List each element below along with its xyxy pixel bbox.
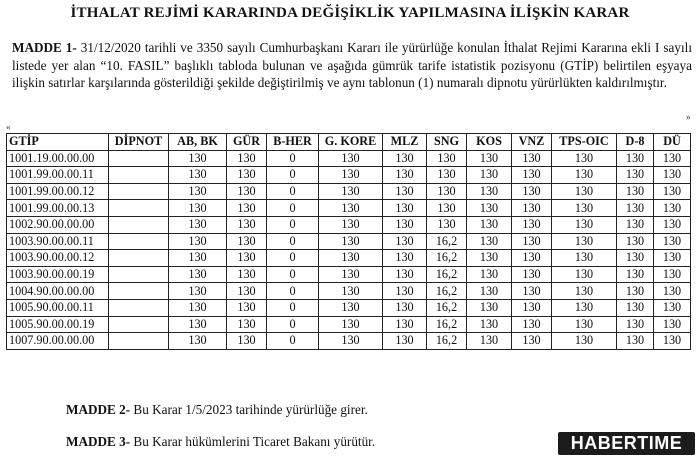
column-header: MLZ [383,134,427,151]
table-cell: 130 [654,299,691,316]
table-cell: 0 [267,299,319,316]
table-cell: 130 [552,200,617,217]
table-cell: 16,2 [427,266,467,283]
table-cell: 130 [512,233,552,250]
table-cell: 130 [319,250,383,267]
table-cell: 130 [617,283,654,300]
table-cell: 130 [552,266,617,283]
table-cell: 130 [227,167,267,184]
table-row [7,250,691,267]
table-cell: 0 [267,250,319,267]
table-cell: 130 [617,167,654,184]
table-cell: 130 [552,183,617,200]
table-cell: 130 [227,266,267,283]
table-cell: 130 [383,266,427,283]
table-row [7,200,691,217]
table-cell: 130 [552,233,617,250]
table-row [7,233,691,250]
table-cell: 130 [654,283,691,300]
table-cell: 130 [654,333,691,350]
table-cell: 130 [617,183,654,200]
table-header [7,134,691,151]
column-header: SNG [427,134,467,151]
table-cell: 130 [512,316,552,333]
table-cell: 130 [654,167,691,184]
table-cell: 130 [467,316,512,333]
table-cell: 130 [552,167,617,184]
table-cell: 130 [427,216,467,233]
table-cell: 130 [654,316,691,333]
table-cell: 130 [552,150,617,167]
table-cell: 130 [654,183,691,200]
table-cell: 130 [512,333,552,350]
table-cell [109,316,169,333]
table-cell: 0 [267,167,319,184]
habertime-logo [558,432,695,455]
table-cell: 130 [169,250,227,267]
table-cell: 0 [267,150,319,167]
table-cell: 130 [319,150,383,167]
gtip-code-cell: 1005.90.00.00.11 [7,299,109,316]
table-cell: 130 [427,183,467,200]
table-cell: 130 [512,299,552,316]
madde-1-text: 31/12/2020 tarihli ve 3350 sayılı Cumhurbaşkanı Kararı ile yürürlüğe konulan İthalat Rejimi Kararına ekli I sayılı listede yer alan “10. FASIL” başlıklı tabloda bulunan ve aşağıda gümrük tarife istatistik pozisyonu (GTİP) belirtilen eşyaya ilişkin satırlar karşılarında gösterildiği şekilde değiştirilmiş ve aynı tablonun (1) numaralı dipnotu yürürlükten kaldırılmıştır. [12,40,692,90]
table-cell: 130 [617,216,654,233]
table-cell: 130 [227,299,267,316]
table-cell: 130 [654,200,691,217]
table-row [7,150,691,167]
gtip-code-cell: 1001.19.00.00.00 [7,150,109,167]
madde-1-paragraph [12,39,692,92]
scan-mark-right: » [686,112,691,122]
table-cell [109,299,169,316]
table-cell: 130 [383,150,427,167]
table-cell: 130 [319,200,383,217]
table-cell: 130 [467,299,512,316]
table-cell: 130 [319,233,383,250]
table-cell: 130 [383,233,427,250]
table-cell [109,333,169,350]
table-cell: 130 [383,200,427,217]
table-cell: 130 [467,200,512,217]
table-cell: 16,2 [427,250,467,267]
table-cell: 0 [267,316,319,333]
table-cell: 130 [169,183,227,200]
table-cell: 130 [617,266,654,283]
table-cell: 130 [169,333,227,350]
gtip-code-cell: 1005.90.00.00.19 [7,316,109,333]
scan-mark-left: « [6,122,11,132]
table-cell [109,183,169,200]
gtip-code-cell: 1001.99.00.00.12 [7,183,109,200]
table-cell: 130 [169,283,227,300]
table-cell: 130 [467,283,512,300]
table-cell: 130 [427,150,467,167]
table-cell: 130 [169,233,227,250]
table-cell: 16,2 [427,333,467,350]
table-cell: 0 [267,200,319,217]
gtip-code-cell: 1003.90.00.00.11 [7,233,109,250]
table-cell: 130 [169,150,227,167]
column-header: TPS-OIC [552,134,617,151]
table-cell: 130 [319,299,383,316]
table-cell: 130 [227,200,267,217]
table-cell: 130 [383,283,427,300]
table-cell: 130 [427,167,467,184]
gtip-code-cell: 1001.99.00.00.11 [7,167,109,184]
table-cell: 0 [267,233,319,250]
table-cell: 130 [552,216,617,233]
table-cell: 130 [467,216,512,233]
table-cell: 130 [654,216,691,233]
madde-1-label: MADDE 1- [12,40,77,55]
table-row [7,283,691,300]
table-cell: 130 [169,200,227,217]
gtip-code-cell: 1002.90.00.00.00 [7,216,109,233]
column-header: D-8 [617,134,654,151]
table-cell: 130 [552,299,617,316]
table-cell: 130 [227,233,267,250]
madde-2-paragraph [66,402,368,418]
table-cell: 130 [383,333,427,350]
table-cell: 130 [512,216,552,233]
table-cell: 130 [383,167,427,184]
madde-2-label: MADDE 2- [66,402,131,417]
table-cell [109,233,169,250]
table-cell: 130 [617,299,654,316]
table-cell: 130 [227,283,267,300]
table-row [7,183,691,200]
table-cell [109,200,169,217]
table-cell: 130 [552,333,617,350]
table-cell: 130 [654,150,691,167]
table-cell: 130 [512,266,552,283]
table-cell [109,250,169,267]
table-cell [109,167,169,184]
table-row [7,316,691,333]
table-cell: 130 [654,233,691,250]
gtip-code-cell: 1007.90.00.00.00 [7,333,109,350]
table-cell: 16,2 [427,283,467,300]
table-cell: 130 [319,333,383,350]
table-cell: 130 [654,250,691,267]
table-cell: 130 [427,200,467,217]
table-cell: 130 [512,200,552,217]
table-cell: 130 [617,233,654,250]
table-cell: 130 [552,283,617,300]
column-header: G. KORE [319,134,383,151]
table-cell: 130 [617,200,654,217]
table-cell: 130 [169,266,227,283]
table-cell: 130 [467,333,512,350]
table-cell: 130 [227,250,267,267]
table-cell [109,216,169,233]
table-cell: 0 [267,333,319,350]
madde-3-paragraph [66,434,375,450]
table-cell [109,150,169,167]
column-header: DİPNOT [109,134,169,151]
table-cell [109,283,169,300]
table-row [7,216,691,233]
table-cell: 130 [227,216,267,233]
table-cell: 130 [617,250,654,267]
table-cell: 130 [169,216,227,233]
column-header: VNZ [512,134,552,151]
gtip-table [6,133,691,350]
gtip-code-cell: 1003.90.00.00.12 [7,250,109,267]
table-cell: 130 [383,299,427,316]
table-cell: 130 [467,266,512,283]
table-cell: 130 [467,250,512,267]
table-cell: 0 [267,283,319,300]
column-header: DÜ [654,134,691,151]
table-cell: 130 [467,167,512,184]
table-cell: 130 [467,183,512,200]
table-cell: 130 [512,250,552,267]
table-cell: 130 [319,216,383,233]
table-cell: 130 [169,299,227,316]
table-cell: 130 [552,250,617,267]
table-cell: 130 [227,333,267,350]
table-cell: 130 [319,167,383,184]
table-cell [109,266,169,283]
table-cell: 130 [617,333,654,350]
table-cell: 130 [169,167,227,184]
table-cell: 130 [169,316,227,333]
table-cell: 130 [512,283,552,300]
column-header: AB, BK [169,134,227,151]
table-cell: 130 [512,183,552,200]
table-cell: 130 [383,250,427,267]
table-row [7,299,691,316]
table-cell: 130 [552,316,617,333]
column-header: B-HER [267,134,319,151]
table-cell: 130 [512,167,552,184]
table-cell: 0 [267,183,319,200]
table-cell: 130 [383,183,427,200]
table-cell: 0 [267,266,319,283]
table-cell: 16,2 [427,316,467,333]
gtip-code-cell: 1003.90.00.00.19 [7,266,109,283]
logo-text: HABERTIME [570,433,683,453]
table-cell: 130 [227,316,267,333]
table-cell: 130 [383,316,427,333]
madde-2-text: Bu Karar 1/5/2023 tarihinde yürürlüğe girer. [130,402,368,417]
table-cell: 130 [467,150,512,167]
table-cell: 130 [512,150,552,167]
table-cell: 130 [319,266,383,283]
table-cell: 130 [319,183,383,200]
table-cell: 130 [319,316,383,333]
madde-3-text: Bu Karar hükümlerini Ticaret Bakanı yürütür. [130,434,376,449]
table-row [7,266,691,283]
table-cell: 16,2 [427,233,467,250]
gtip-code-cell: 1001.99.00.00.13 [7,200,109,217]
table-cell: 16,2 [427,299,467,316]
table-header-row [7,134,691,151]
column-header: KOS [467,134,512,151]
madde-3-label: MADDE 3- [66,434,131,449]
column-header: GÜR [227,134,267,151]
table-cell: 130 [617,150,654,167]
table-cell: 130 [467,233,512,250]
table-cell: 130 [227,150,267,167]
table-cell: 0 [267,216,319,233]
gtip-code-cell: 1004.90.00.00.00 [7,283,109,300]
table-cell: 130 [319,283,383,300]
page-title: İTHALAT REJİMİ KARARINDA DEĞİŞİKLİK YAPILMASINA İLİŞKİN KARAR [70,5,630,21]
table-body [7,150,691,349]
table-cell: 130 [383,216,427,233]
table-cell: 130 [227,183,267,200]
table-row [7,167,691,184]
table-cell: 130 [654,266,691,283]
table-row [7,333,691,350]
table-cell: 130 [617,316,654,333]
column-header: GTİP [7,134,109,151]
